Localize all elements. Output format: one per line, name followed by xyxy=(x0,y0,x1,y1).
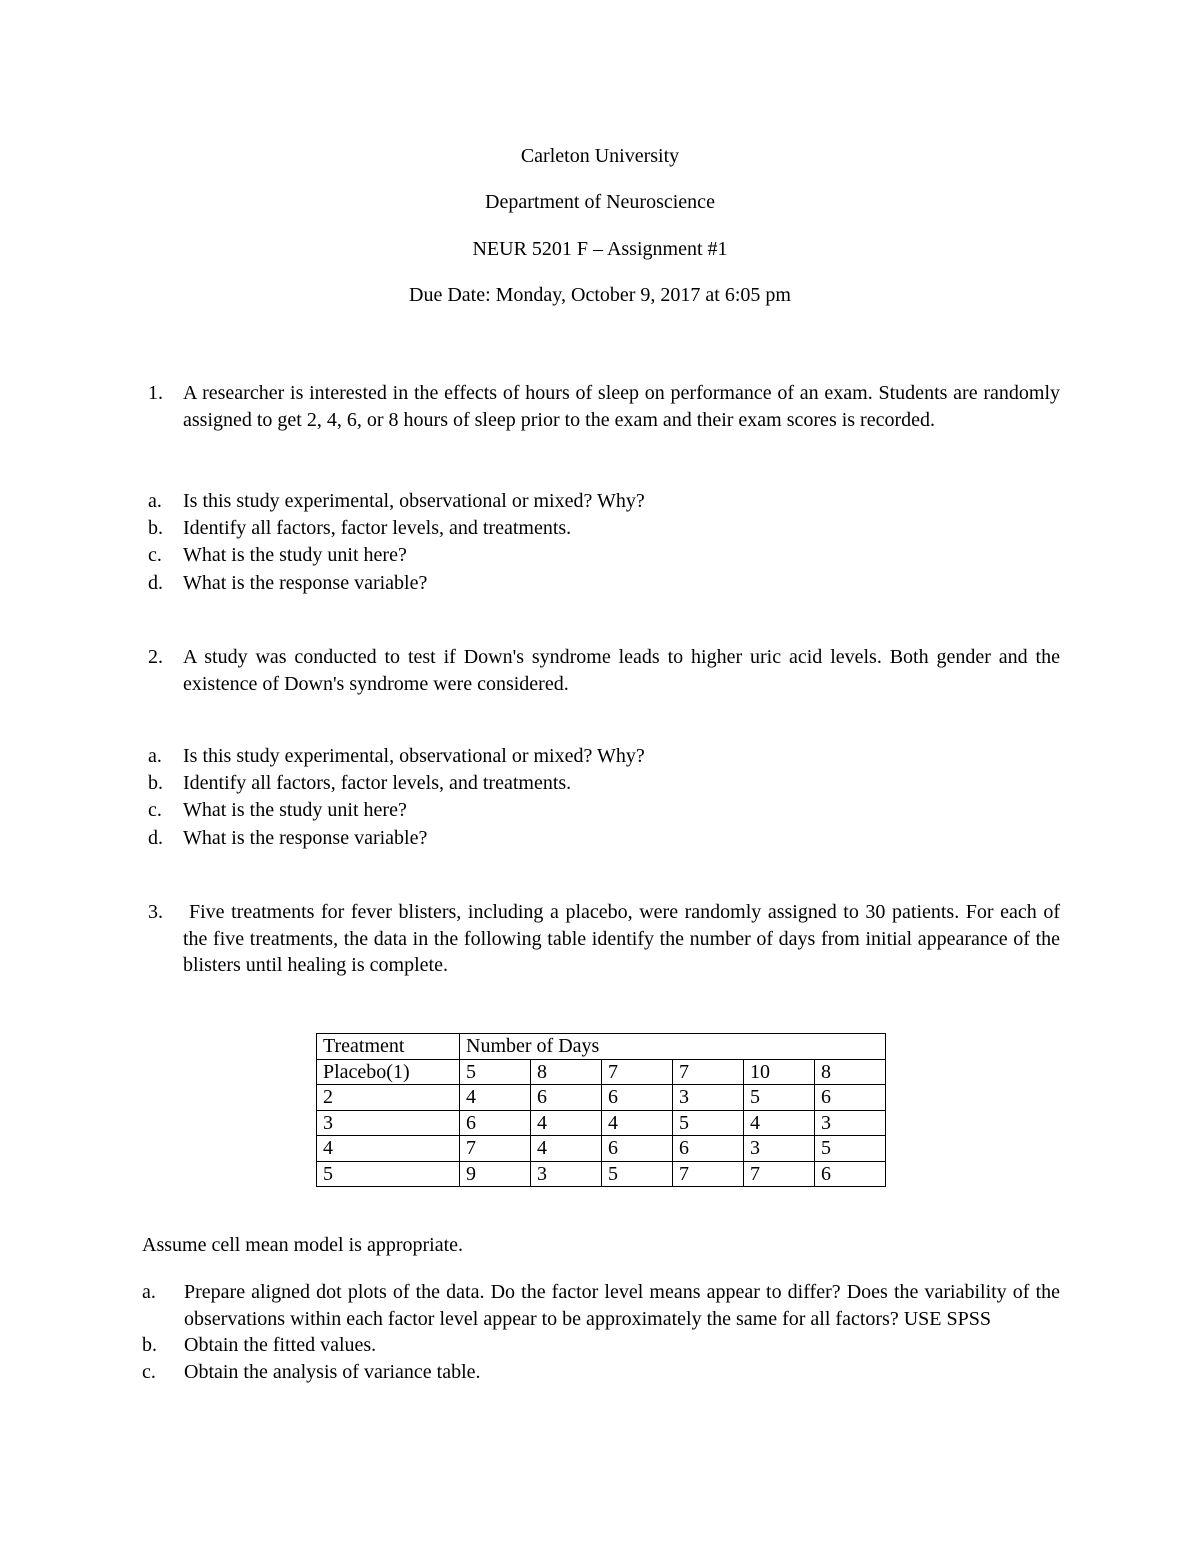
table-row xyxy=(317,1110,886,1136)
subquestion-text: Is this study experimental, observational or mixed? Why? xyxy=(183,745,645,767)
subquestion-label: b. xyxy=(148,517,163,540)
assumption-note: Assume cell mean model is appropriate. xyxy=(142,1234,464,1256)
days-cell: 7 xyxy=(673,1161,744,1187)
days-cell: 9 xyxy=(460,1161,531,1187)
treatment-cell: 2 xyxy=(317,1085,460,1111)
days-cell: 4 xyxy=(460,1085,531,1111)
question-1 xyxy=(148,380,1060,433)
days-cell: 10 xyxy=(744,1059,815,1085)
subquestion-text: Obtain the fitted values. xyxy=(184,1334,377,1356)
subquestion-label: d. xyxy=(148,826,163,849)
subquestion-text: Obtain the analysis of variance table. xyxy=(184,1360,481,1383)
subquestion xyxy=(142,1332,1060,1359)
table-header-treatment: Treatment xyxy=(317,1034,460,1060)
days-cell: 4 xyxy=(531,1110,602,1136)
days-cell: 5 xyxy=(744,1085,815,1111)
days-cell: 6 xyxy=(815,1161,886,1187)
treatment-cell: 3 xyxy=(317,1110,460,1136)
subquestion xyxy=(148,770,1060,797)
days-cell: 8 xyxy=(531,1059,602,1085)
question-1-subquestions xyxy=(148,488,1060,597)
days-cell: 6 xyxy=(602,1085,673,1111)
subquestion-label: c. xyxy=(148,799,162,822)
table-row xyxy=(317,1059,886,1085)
subquestion-label: c. xyxy=(148,544,162,567)
subquestion-text: What is the response variable? xyxy=(183,826,428,849)
university-name: Carleton University xyxy=(520,145,680,167)
days-cell: 3 xyxy=(531,1161,602,1187)
table-row xyxy=(317,1085,886,1111)
subquestion-text: Prepare aligned dot plots of the data. Do the factor level means appear to differ? Does the variability of the observations within each factor level appear to be approximately the same for all factors? USE SPSS xyxy=(184,1281,1060,1330)
days-cell: 6 xyxy=(673,1136,744,1162)
days-cell: 7 xyxy=(744,1161,815,1187)
days-cell: 4 xyxy=(744,1110,815,1136)
days-cell: 6 xyxy=(531,1085,602,1111)
question-text: Five treatments for fever blisters, including a placebo, were randomly assigned to 30 patients. For each of the five treatments, the data in the following table identify the number of days from initial appearance of the blisters until healing is complete. xyxy=(183,901,1060,976)
treatment-days-table xyxy=(316,1033,886,1187)
subquestion-label: a. xyxy=(148,490,162,512)
subquestion-text: Is this study experimental, observational or mixed? Why? xyxy=(183,490,645,512)
subquestion-label: b. xyxy=(148,772,163,795)
days-cell: 7 xyxy=(602,1059,673,1085)
subquestion xyxy=(148,488,1060,515)
subquestion-text: What is the study unit here? xyxy=(183,544,407,567)
treatment-cell: Placebo(1) xyxy=(317,1059,460,1085)
question-text: A researcher is interested in the effects of hours of sleep on performance of an exam. Students are randomly assigned to get 2, 4, 6, or 8 hours of sleep prior to the exam and their exam scores is recorded. xyxy=(183,382,1060,431)
question-2 xyxy=(148,644,1060,697)
subquestion xyxy=(148,570,1060,597)
subquestion xyxy=(148,825,1060,852)
days-cell: 4 xyxy=(531,1136,602,1162)
treatment-cell: 4 xyxy=(317,1136,460,1162)
subquestion-text: Identify all factors, factor levels, and treatments. xyxy=(183,517,572,540)
department-name: Department of Neuroscience xyxy=(485,191,715,213)
days-cell: 5 xyxy=(673,1110,744,1136)
question-3 xyxy=(148,899,1060,979)
question-number: 2. xyxy=(148,646,163,668)
days-cell: 5 xyxy=(460,1059,531,1085)
days-cell: 7 xyxy=(460,1136,531,1162)
days-cell: 3 xyxy=(815,1110,886,1136)
days-cell: 3 xyxy=(673,1085,744,1111)
days-cell: 6 xyxy=(815,1085,886,1111)
subquestion-label: d. xyxy=(148,571,163,594)
table-header-days: Number of Days xyxy=(460,1034,886,1060)
question-number: 3. xyxy=(148,901,163,923)
subquestion xyxy=(148,743,1060,770)
subquestion-label: a. xyxy=(148,745,162,767)
course-title: NEUR 5201 F – Assignment #1 xyxy=(472,238,728,260)
subquestion xyxy=(148,797,1060,824)
question-3-subquestions xyxy=(142,1279,1060,1385)
days-cell: 3 xyxy=(744,1136,815,1162)
subquestion xyxy=(142,1359,1060,1386)
question-number: 1. xyxy=(148,382,163,404)
subquestion xyxy=(148,515,1060,542)
days-cell: 4 xyxy=(602,1110,673,1136)
days-cell: 6 xyxy=(602,1136,673,1162)
days-cell: 7 xyxy=(673,1059,744,1085)
treatment-cell: 5 xyxy=(317,1161,460,1187)
days-cell: 8 xyxy=(815,1059,886,1085)
due-date: Due Date: Monday, October 9, 2017 at 6:05 pm xyxy=(409,284,791,306)
days-cell: 6 xyxy=(460,1110,531,1136)
subquestion-label: b. xyxy=(142,1334,157,1356)
question-text: A study was conducted to test if Down's syndrome leads to higher uric acid levels. Both gender and the existence of Down's syndrome were considered. xyxy=(183,646,1060,695)
table-row xyxy=(317,1161,886,1187)
question-2-subquestions xyxy=(148,743,1060,852)
subquestion-text: What is the response variable? xyxy=(183,571,428,594)
subquestion-label: a. xyxy=(142,1281,156,1303)
subquestion xyxy=(142,1279,1060,1332)
subquestion-text: What is the study unit here? xyxy=(183,799,407,822)
subquestion-text: Identify all factors, factor levels, and treatments. xyxy=(183,772,572,795)
days-cell: 5 xyxy=(815,1136,886,1162)
subquestion-label: c. xyxy=(142,1360,156,1383)
table-header-row xyxy=(317,1034,886,1060)
table-row xyxy=(317,1136,886,1162)
subquestion xyxy=(148,542,1060,569)
days-cell: 5 xyxy=(602,1161,673,1187)
